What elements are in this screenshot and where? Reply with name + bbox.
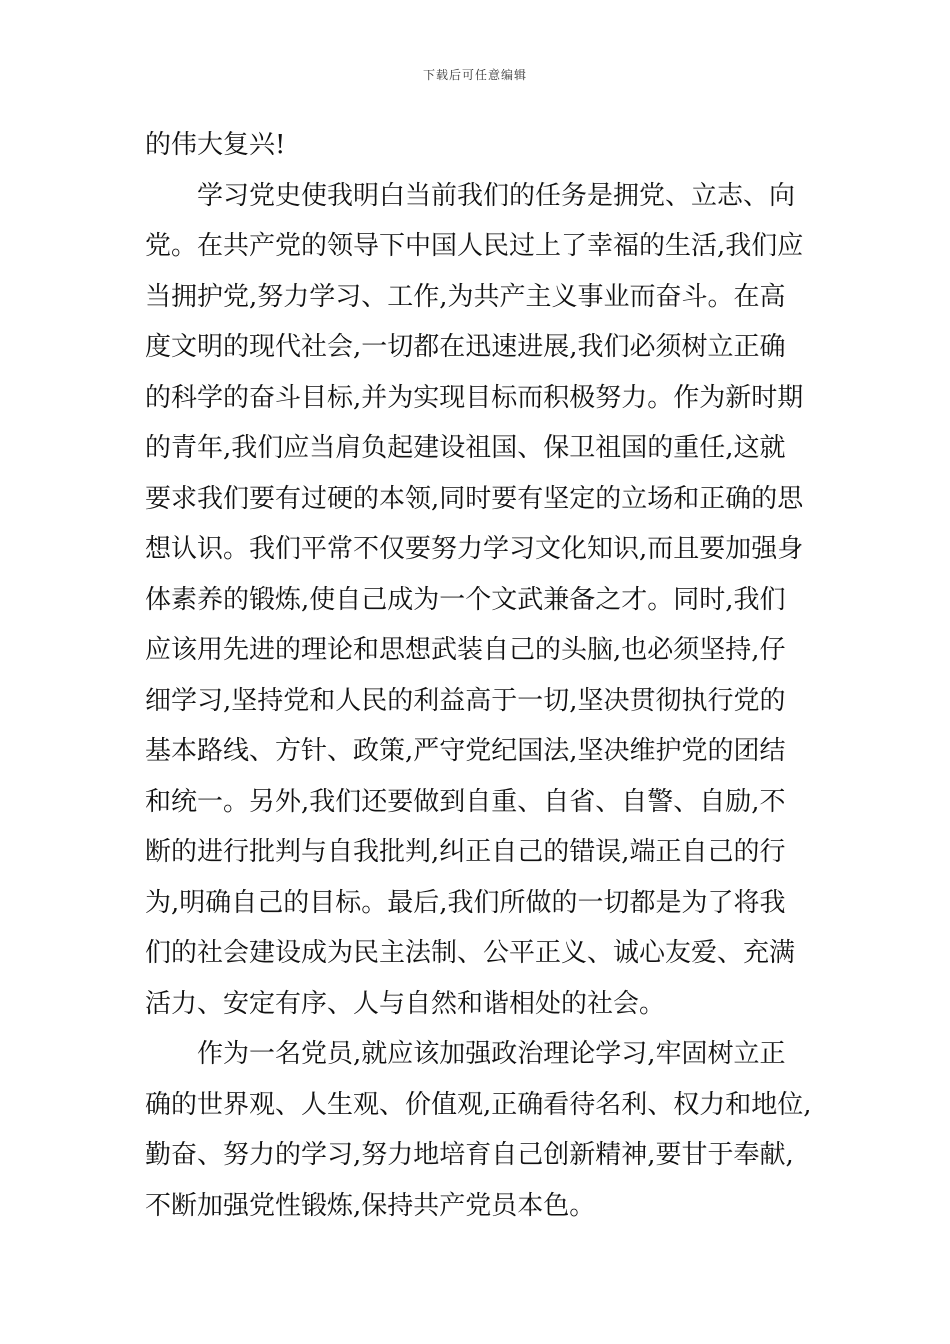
document-body [145,120,813,1231]
paragraph [145,171,813,1030]
text-line: 细学习,坚持党和人民的利益高于一切,坚决贯彻执行党的 [145,685,786,716]
text-line: 为,明确自己的目标。最后,我们所做的一切都是为了将我 [145,887,786,918]
text-line: 想认识。我们平常不仅要努力学习文化知识,而且要加强身 [145,534,804,564]
text-line: 基本路线、方针、政策,严守党纪国法,坚决维护党的团结 [145,736,786,766]
paragraph [145,120,813,171]
text-line: 活力、安定有序、人与自然和谐相处的社会。 [145,988,666,1019]
text-line: 党。在共产党的领导下中国人民过上了幸福的生活,我们应 [145,231,804,261]
text-line: 勤奋、努力的学习,努力地培育自己创新精神,要甘于奉献, [145,1140,794,1170]
text-line: 断的进行批判与自我批判,纠正自己的错误,端正自己的行 [145,837,786,867]
text-line: 的青年,我们应当肩负起建设祖国、保卫祖国的重任,这就 [145,433,786,463]
text-line: 体素养的锻炼,使自己成为一个文武兼备之才。同时,我们 [145,584,786,615]
text-line: 度文明的现代社会,一切都在迅速进展,我们必须树立正确 [145,332,786,362]
text-line: 学习党史使我明白当前我们的任务是拥党、立志、向 [197,180,796,211]
text-line: 和统一。另外,我们还要做到自重、自省、自警、自励,不 [145,786,786,817]
text-line: 确的世界观、人生观、价值观,正确看待名利、权力和地位, [145,1089,812,1120]
text-line: 应该用先进的理论和思想武装自己的头脑,也必须坚持,仔 [145,635,786,665]
text-line: 不断加强党性锻炼,保持共产党员本色。 [145,1190,596,1221]
page-header-note: 下载后可任意编辑 [422,68,527,82]
text-line: 当拥护党,努力学习、工作,为共产主义事业而奋斗。在高 [145,281,786,312]
text-line: 要求我们要有过硬的本领,同时要有坚定的立场和正确的思 [145,483,804,514]
text-line: 作为一名党员,就应该加强政治理论学习,牢固树立正 [197,1039,786,1069]
text-line: 的伟大复兴! [145,130,286,160]
text-line: 们的社会建设成为民主法制、公平正义、诚心友爱、充满 [145,938,796,968]
text-line: 的科学的奋斗目标,并为实现目标而积极努力。作为新时期 [145,382,804,413]
paragraph [145,1029,813,1231]
